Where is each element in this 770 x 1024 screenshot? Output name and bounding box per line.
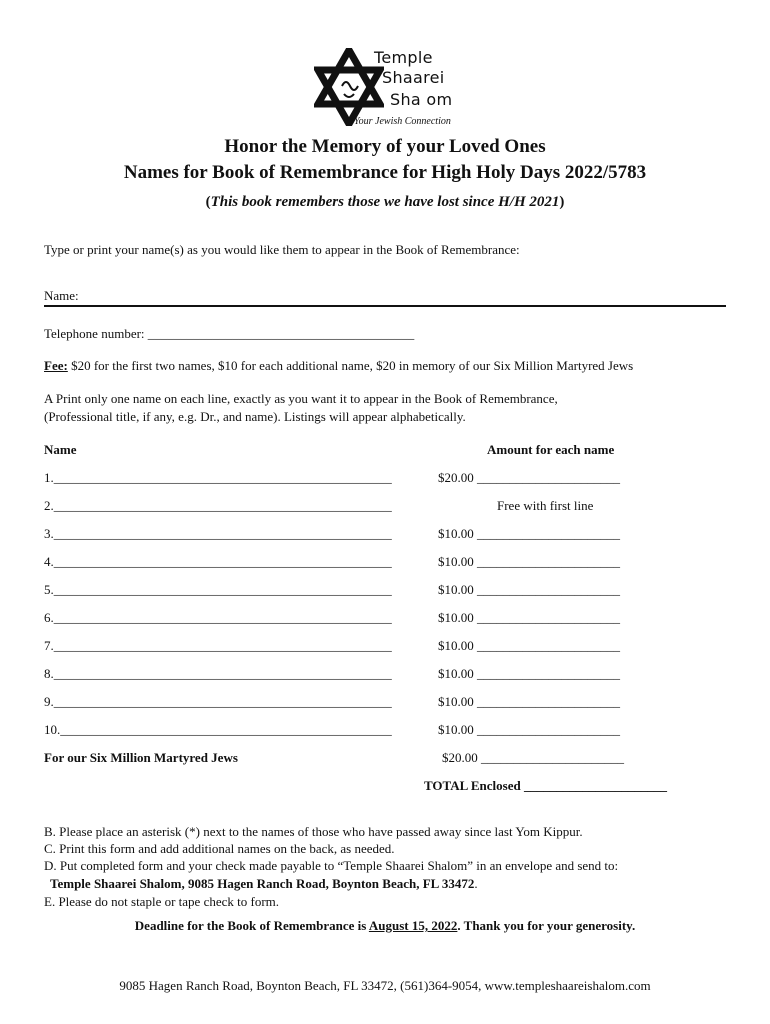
total-enclosed[interactable]: TOTAL Enclosed ______________________ xyxy=(424,778,667,793)
name-line-6[interactable]: 6.____________________________________________________ xyxy=(44,610,392,625)
martyred-label: For our Six Million Martyred Jews xyxy=(44,750,238,765)
telephone-field[interactable]: Telephone number: _________________________________________ xyxy=(44,326,415,341)
name-line-8[interactable]: 8.____________________________________________________ xyxy=(44,666,392,681)
amount-line-2: Free with first line xyxy=(497,498,594,513)
temple-logo xyxy=(310,46,470,130)
amount-line-6[interactable]: $10.00 ______________________ xyxy=(438,610,620,625)
amount-line-4[interactable]: $10.00 ______________________ xyxy=(438,554,620,569)
instruction-b: B. Please place an asterisk (*) next to the names of those who have passed away since last Yom Kippur. xyxy=(44,824,583,839)
name-line-10[interactable]: 10.___________________________________________________ xyxy=(44,722,392,737)
column-header-name: Name xyxy=(44,442,77,457)
name-line-9[interactable]: 9.____________________________________________________ xyxy=(44,694,392,709)
deadline-line: Deadline for the Book of Remembrance is August 15, 2022. Thank you for your generosity. xyxy=(134,918,636,933)
name-line-1[interactable]: 1.____________________________________________________ xyxy=(44,470,392,485)
footer-address: 9085 Hagen Ranch Road, Boynton Beach, FL 33472, (561)364-9054, www.templeshaareishalom.com xyxy=(119,978,651,993)
instruction-a-line1: A Print only one name on each line, exactly as you want it to appear in the Book of Remembrance, xyxy=(44,391,558,406)
logo-line-3: Sha om xyxy=(390,90,453,109)
intro-text: Type or print your name(s) as you would like them to appear in the Book of Remembrance: xyxy=(44,242,520,257)
remembrance-note: (This book remembers those we have lost since H/H 2021) xyxy=(205,194,565,210)
fee-text: $20 for the first two names, $10 for each additional name, $20 in memory of our Six Million Martyred Jews xyxy=(67,358,634,373)
name-line-7[interactable]: 7.____________________________________________________ xyxy=(44,638,392,653)
column-header-amount: Amount for each name xyxy=(487,442,615,457)
mailing-address-text: Temple Shaarei Shalom, 9085 Hagen Ranch Road, Boynton Beach, FL 33472 xyxy=(50,876,475,891)
amount-line-8[interactable]: $10.00 ______________________ xyxy=(438,666,620,681)
instruction-e: E. Please do not staple or tape check to form. xyxy=(44,894,280,909)
logo-line-1: Temple xyxy=(374,48,433,67)
instruction-d: D. Put completed form and your check made payable to “Temple Shaarei Shalom” in an envelope and send to: xyxy=(44,858,619,873)
martyred-amount[interactable]: $20.00 ______________________ xyxy=(442,750,624,765)
name-field-line[interactable] xyxy=(44,305,726,307)
name-line-2[interactable]: 2.____________________________________________________ xyxy=(44,498,392,513)
fee-label: Fee: xyxy=(44,358,68,373)
name-line-3[interactable]: 3.____________________________________________________ xyxy=(44,526,392,541)
logo-line-2: Shaarei xyxy=(382,68,445,87)
instruction-c: C. Print this form and add additional names on the back, as needed. xyxy=(44,841,395,856)
fee-line xyxy=(44,358,633,374)
page-subtitle: Names for Book of Remembrance for High Holy Days 2022/5783 xyxy=(123,162,647,183)
page-title: Honor the Memory of your Loved Ones xyxy=(224,136,546,157)
amount-line-5[interactable]: $10.00 ______________________ xyxy=(438,582,620,597)
amount-line-9[interactable]: $10.00 ______________________ xyxy=(438,694,620,709)
amount-line-3[interactable]: $10.00 ______________________ xyxy=(438,526,620,541)
name-line-5[interactable]: 5.____________________________________________________ xyxy=(44,582,392,597)
deadline-date: August 15, 2022 xyxy=(368,918,458,933)
name-field-label: Name: xyxy=(44,288,79,303)
remembrance-note-text: This book remembers those we have lost since H/H 2021 xyxy=(210,194,560,210)
instruction-a-line2: (Professional title, if any, e.g. Dr., and name). Listings will appear alphabetically. xyxy=(44,409,466,424)
amount-line-10[interactable]: $10.00 ______________________ xyxy=(438,722,620,737)
amount-line-7[interactable]: $10.00 ______________________ xyxy=(438,638,620,653)
name-line-4[interactable]: 4.____________________________________________________ xyxy=(44,554,392,569)
logo-tagline: Your Jewish Connection xyxy=(354,116,451,127)
amount-line-1[interactable]: $20.00 ______________________ xyxy=(438,470,620,485)
mailing-address: Temple Shaarei Shalom, 9085 Hagen Ranch Road, Boynton Beach, FL 33472. xyxy=(50,876,478,891)
